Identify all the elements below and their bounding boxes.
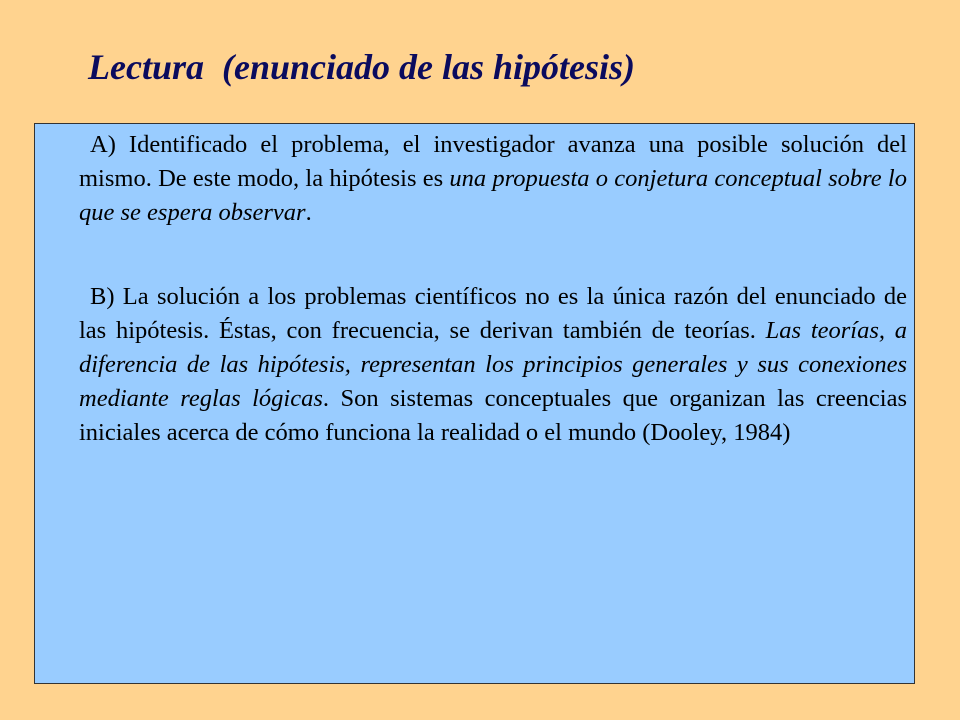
paragraph-a-text: A) Identificado el problema, el investigador avanza una posible solución del mismo. De este modo, la hipótesis es	[79, 131, 907, 192]
content-box	[34, 123, 915, 684]
paragraph-b-emphasis: Las teorías, a diferencia de las hipótesis, representan los principios generales y sus conexiones mediante reglas lógicas	[79, 317, 908, 412]
paragraph-b-end: . Son sistemas conceptuales que organizan las creencias iniciales acerca de cómo funciona la realidad o el mundo (Dooley, 1984)	[79, 385, 907, 446]
paragraph-a-emphasis: una propuesta o conjetura conceptual sobre lo que se espera observar	[79, 165, 907, 226]
paragraph-b	[79, 280, 907, 450]
paragraph-b-text: B) La solución a los problemas científicos no es la única razón del enunciado de las hipótesis. Éstas, con frecuencia, se derivan también de teorías.	[79, 283, 907, 344]
paragraph-a-end: .	[305, 199, 312, 226]
paragraph-a	[79, 128, 907, 230]
slide-title: Lectura (enunciado de las hipótesis)	[88, 47, 635, 87]
